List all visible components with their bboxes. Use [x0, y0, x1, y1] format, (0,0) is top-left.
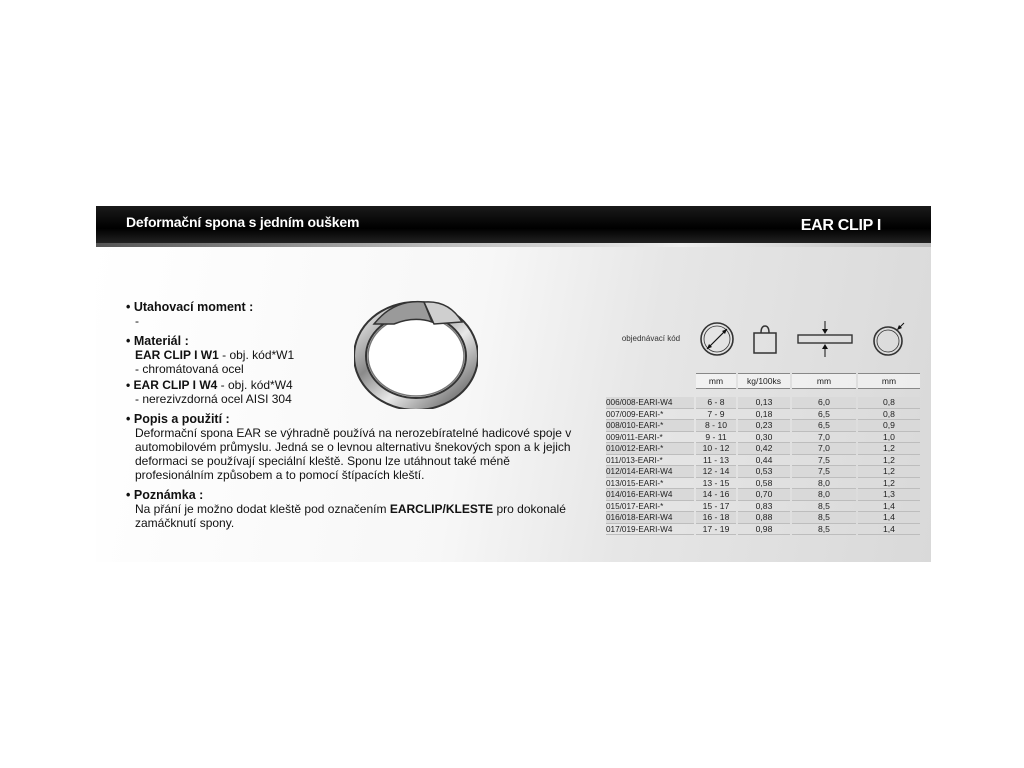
description-title: • Popis a použití :: [126, 412, 596, 426]
torque-title: • Utahovací moment :: [126, 300, 596, 314]
table-cell: 0,30: [738, 432, 790, 444]
table-cell: 0,53: [738, 466, 790, 478]
table-cell: 7,0: [792, 432, 856, 444]
table-cell: 0,23: [738, 420, 790, 432]
table-cell: 6,5: [792, 409, 856, 421]
table-cell: 0,18: [738, 409, 790, 421]
band-thickness-icon: [858, 305, 922, 373]
table-cell: 006/008-EARI-W4: [606, 397, 694, 409]
table-cell: 0,44: [738, 455, 790, 467]
header-bar: [96, 206, 931, 243]
unit-thickness: mm: [858, 373, 920, 389]
description-column: [126, 300, 596, 530]
table-cell: 7 - 9: [696, 409, 736, 421]
table-row: [606, 397, 922, 409]
table-cell: 8,0: [792, 478, 856, 490]
note-title: • Poznámka :: [126, 488, 596, 502]
table-cell: 13 - 15: [696, 478, 736, 490]
table-cell: 1,2: [858, 455, 920, 467]
product-title: EAR CLIP I: [800, 217, 881, 234]
table-cell: 12 - 14: [696, 466, 736, 478]
table-cell: 14 - 16: [696, 489, 736, 501]
table-cell: 7,0: [792, 443, 856, 455]
product-subtitle: Deformační spona s jedním ouškem: [126, 214, 360, 230]
table-cell: 7,5: [792, 455, 856, 467]
table-cell: 0,13: [738, 397, 790, 409]
table-row: [606, 524, 922, 536]
w4-code: - obj. kód*W4: [217, 378, 293, 392]
table-cell: 8,5: [792, 501, 856, 513]
table-cell: 0,88: [738, 512, 790, 524]
diameter-range-icon: [696, 305, 738, 373]
table-cell: 6 - 8: [696, 397, 736, 409]
table-cell: 0,9: [858, 420, 920, 432]
description-text: Deformační spona EAR se výhradně používá na nerozebíratelné hadicové spoje v automobilovém průmyslu. Jedná se o levnou alternativu šnekových spon a k jejich deformaci se používají speciální kleště. Sponu lze utáhnout také méně profesionálním způsobem a to pomocí štípacích kleští.: [135, 426, 572, 482]
table-header: [606, 305, 922, 373]
table-cell: 8,5: [792, 512, 856, 524]
table-cell: 014/016-EARI-W4: [606, 489, 694, 501]
table-cell: 011/013-EARI-*: [606, 455, 694, 467]
table-row: [606, 489, 922, 501]
table-cell: 0,70: [738, 489, 790, 501]
table-cell: 8,0: [792, 489, 856, 501]
unit-weight: kg/100ks: [738, 373, 790, 389]
table-cell: 1,2: [858, 478, 920, 490]
band-width-icon: [792, 305, 858, 373]
table-cell: 15 - 17: [696, 501, 736, 513]
units-row: [606, 373, 922, 389]
table-cell: 8,5: [792, 524, 856, 536]
table-cell: 11 - 13: [696, 455, 736, 467]
table-cell: 1,3: [858, 489, 920, 501]
table-cell: 017/019-EARI-W4: [606, 524, 694, 536]
unit-diameter: mm: [696, 373, 736, 389]
weight-icon: [738, 305, 792, 373]
w1-code: - obj. kód*W1: [218, 348, 295, 362]
table-cell: 1,4: [858, 512, 920, 524]
table-cell: 009/011-EARI-*: [606, 432, 694, 444]
table-cell: 1,4: [858, 501, 920, 513]
table-cell: 1,0: [858, 432, 920, 444]
table-cell: 0,83: [738, 501, 790, 513]
code-header: objednávací kód: [621, 334, 681, 343]
unit-width: mm: [792, 373, 856, 389]
table-row: [606, 443, 922, 455]
w4-name: EAR CLIP I W4: [133, 378, 218, 392]
w1-desc: - chromátovaná ocel: [135, 362, 244, 376]
table-cell: 1,4: [858, 524, 920, 536]
table-cell: 6,5: [792, 420, 856, 432]
table-row: [606, 432, 922, 444]
table-cell: 0,8: [858, 409, 920, 421]
sizes-table: [606, 305, 922, 535]
table-row: [606, 455, 922, 467]
table-row: [606, 512, 922, 524]
table-body: [606, 397, 922, 535]
table-row: [606, 501, 922, 513]
table-cell: 1,2: [858, 466, 920, 478]
table-cell: 6,0: [792, 397, 856, 409]
table-cell: 1,2: [858, 443, 920, 455]
table-cell: 008/010-EARI-*: [606, 420, 694, 432]
table-row: [606, 420, 922, 432]
table-cell: 16 - 18: [696, 512, 736, 524]
table-cell: 10 - 12: [696, 443, 736, 455]
table-row: [606, 466, 922, 478]
torque-value: -: [135, 314, 139, 328]
table-cell: 0,98: [738, 524, 790, 536]
material-title: • Materiál :: [126, 334, 596, 348]
table-row: [606, 409, 922, 421]
note-text: Na přání je možno dodat kleště pod označením EARCLIP/KLESTE pro dokonalé zamáčknutí spony.: [135, 502, 566, 530]
table-cell: 010/012-EARI-*: [606, 443, 694, 455]
table-cell: 013/015-EARI-*: [606, 478, 694, 490]
table-cell: 0,8: [858, 397, 920, 409]
product-sheet: [96, 206, 931, 562]
table-cell: 8 - 10: [696, 420, 736, 432]
table-row: [606, 478, 922, 490]
table-cell: 012/014-EARI-W4: [606, 466, 694, 478]
table-cell: 17 - 19: [696, 524, 736, 536]
w1-name: EAR CLIP I W1: [135, 348, 219, 362]
table-cell: 007/009-EARI-*: [606, 409, 694, 421]
header-underline: [96, 243, 931, 247]
table-cell: 015/017-EARI-*: [606, 501, 694, 513]
table-cell: 0,58: [738, 478, 790, 490]
table-cell: 9 - 11: [696, 432, 736, 444]
w4-desc: - nerezivzdorná ocel AISI 304: [135, 392, 292, 406]
table-cell: 016/018-EARI-W4: [606, 512, 694, 524]
table-cell: 7,5: [792, 466, 856, 478]
table-cell: 0,42: [738, 443, 790, 455]
